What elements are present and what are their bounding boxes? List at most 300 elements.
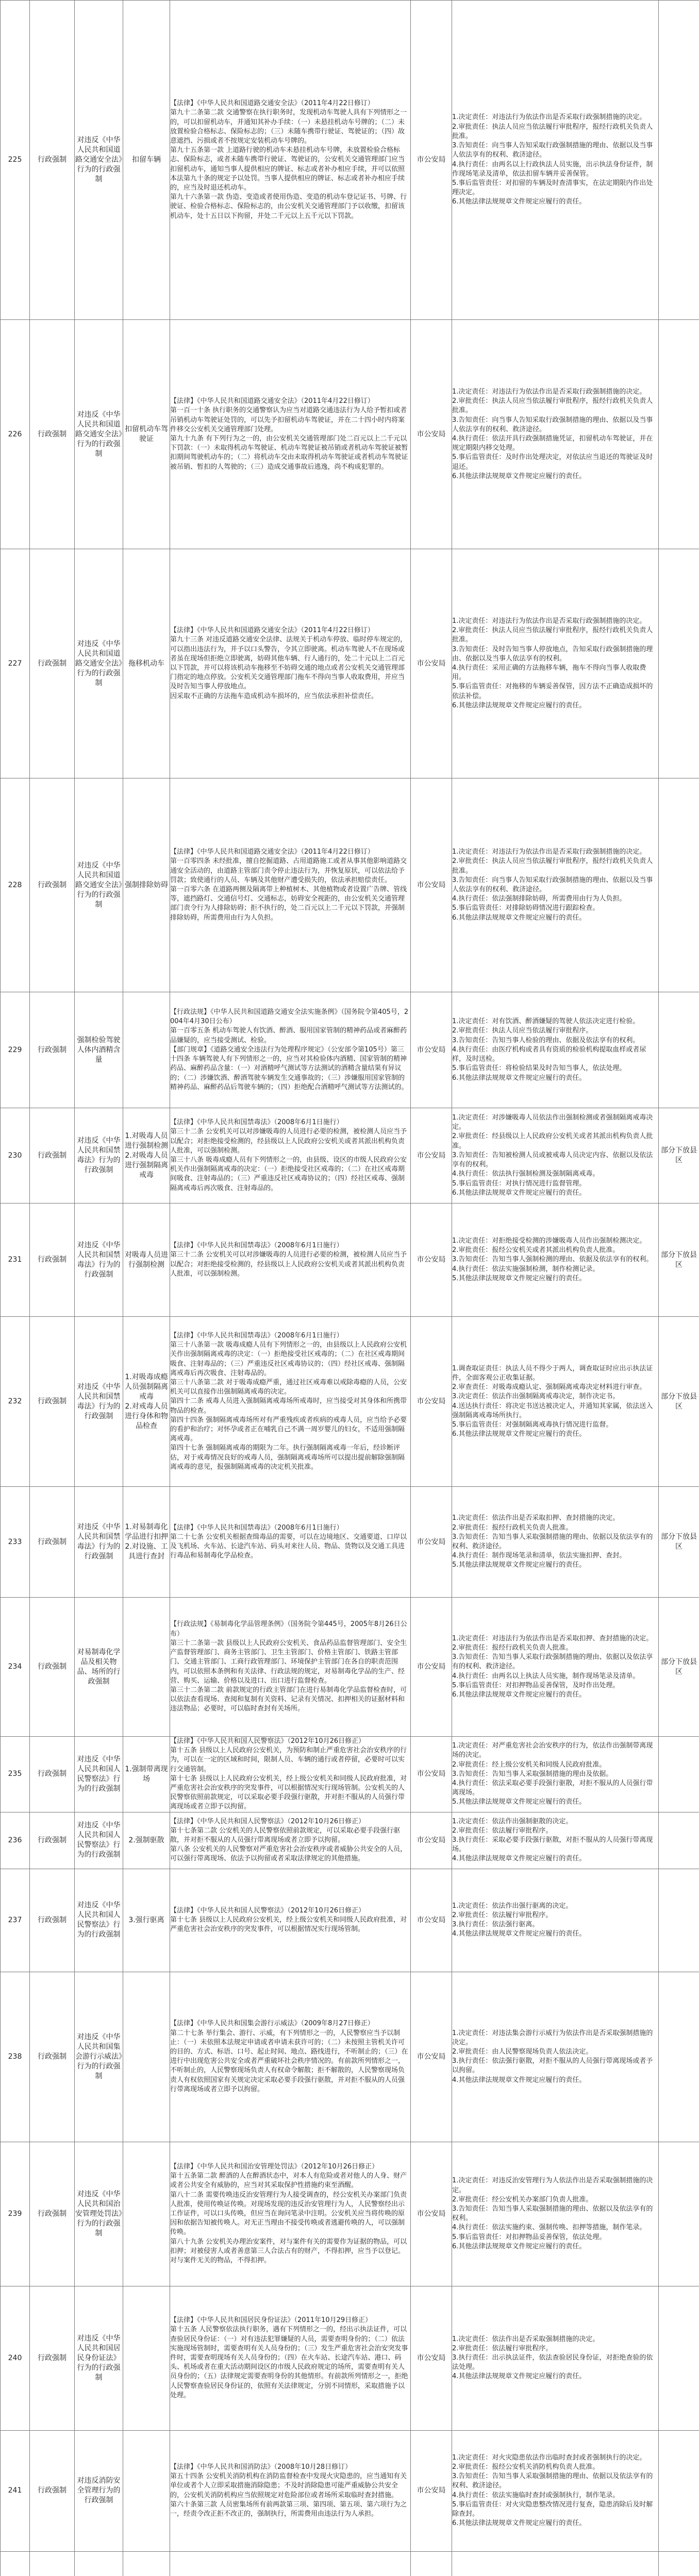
legal-basis-paragraph: 第八十二条 需要传唤违反治安管理行为人接受调查的，经公安机关办案部门负责人批准，使用传唤证传唤。对现场发现的违反治安管理行为人，人民警察经出示工作证件，可以口头传唤，但应当在询问笔录中注明。公安机关应当将传唤的原因和依据告知被传唤人。对无正当理由不接受传唤或者逃避传唤的人，可以强制传唤。 [170, 2191, 407, 2236]
responsibility-item: 1.决定责任：对违法行为依法作出是否采取行政强制措施的决定。 [452, 617, 646, 625]
responsibility-item: 5.其他法律法规规章文件规定应履行的责任。 [452, 1561, 586, 1569]
remark-cell-text: 部分下放县区 [661, 1146, 697, 1164]
responsibility-item: 5.其他法律法规规章文件规定应履行的责任。 [452, 1274, 586, 1282]
legal-basis-cell [170, 2551, 411, 2576]
responsibility-item: 5.事后监管责任：对强制隔离戒毒执行情况进行监督。 [452, 1420, 613, 1429]
row-index-cell [1, 1598, 30, 1737]
sub-item-cell [123, 1869, 170, 1972]
item-name-cell-text: 对违反《中华人民共和国禁毒法》行为的行政强制 [77, 1523, 121, 1561]
remark-cell [659, 1869, 699, 1972]
item-name-cell [75, 1737, 123, 1812]
remark-cell [659, 2286, 699, 2430]
legal-basis-paragraph: 第十七条 县级以上人民政府公安机关，经上级公安机关和同级人民政府批准，对严重危害社会治安秩序的突发事件，可以根据情况实行现场管制。公安机关的人民警察依照前款规定，可以采取必要手段强行驱散，并对拒不服从的人员强行带离现场或者立即予以拘留。 [170, 1774, 407, 1811]
category-cell-text: 行政强制 [38, 1256, 66, 1264]
responsibility-item: 4.执行责任：由两名以上行政执法人员实施，出示执法身份证件，制作现场笔录及清单，依法扣留车辆并妥善保管。 [452, 160, 653, 178]
row-index-cell [1, 1, 30, 320]
category-cell [30, 1, 75, 320]
responsibility-item: 6.其他法律法规规章文件规定应履行的责任。 [452, 1074, 586, 1082]
legal-basis-paragraph: 第十五条 人民警察依法执行职务，遇有下列情形之一的，经出示执法证件，可以查验居民身份证：（一）对有违法犯罪嫌疑的人员，需要查明身份的；（二）依法实施现场管制时，需要查明有关人员身份的；（三）发生严重危害社会治安突发事件时，需要查明现场有关人员身份的；（四）在火车站、长途汽车站、港口、码头、机场或者在重大活动期间设区的市级人民政府规定的场所，需要查明有关人员身份的；（五）法律规定需要查明身份的其他情形。有前款所列情形之一，拒绝人民警察查验居民身份证的，依照有关法律规定，分别不同情形，采取措施予以处理。 [170, 2326, 408, 2399]
remark-cell [659, 1108, 699, 1204]
responsibility-item: 1.决定责任：对涉嫌吸毒人员依法作出强制检测或者强制隔离戒毒决定。 [452, 1114, 653, 1131]
responsibility-item: 6.其他法律法规规章文件规定应履行的责任。 [452, 2519, 586, 2528]
legal-basis-cell [170, 778, 411, 992]
responsibility-item: 3.告知责任：及时告知当事人停放地点，告知采取行政强制措施的理由、依据以及当事人依法享有的权利。 [452, 645, 653, 663]
row-index-cell [1, 1972, 30, 2142]
item-name-cell-text: 对违反《中华人民共和国禁毒法》行为的行政强制 [77, 1241, 121, 1279]
responsibility-item: 3.执行责任：依法强行驱散，对拒不服从的人员强行带离现场或者予以拘留。 [452, 2057, 653, 2075]
remark-cell [659, 2430, 699, 2551]
category-cell-text: 行政强制 [38, 1663, 66, 1671]
responsible-subject-cell [411, 2551, 452, 2576]
legal-basis-paragraph: 【行政法规】《中华人民共和国道路交通安全法实施条例》（国务院令第405号，2004年4月30日公布） [170, 1008, 409, 1026]
legal-basis-paragraph: 【法律】《中华人民共和国人民警察法》（2012年10月26日修正） [170, 1817, 365, 1825]
responsibility-item: 3.决定责任：依法作出强制隔离戒毒决定，制作决定书。 [452, 1393, 620, 1401]
responsibility-item: 2.审批责任：依法履行审批程序。 [452, 1826, 553, 1835]
item-name-cell [75, 1, 123, 320]
remark-cell [659, 2142, 699, 2286]
sub-item-cell [123, 1204, 170, 1317]
remark-cell [659, 320, 699, 549]
responsible-subject-cell [411, 1487, 452, 1598]
responsibility-item: 2.审批责任：执法人员应当依法履行审批程序，报经行政机关负责人批准。 [452, 123, 653, 140]
sub-item-cell [123, 1598, 170, 1737]
row-index-cell-text: 232 [8, 1397, 22, 1405]
responsibility-cell [452, 1108, 659, 1204]
legal-basis-cell [170, 320, 411, 549]
sub-item-cell [123, 2286, 170, 2430]
responsibility-item: 1.决定责任：对严重危害社会治安秩序的行为，依法作出强制带离现场的决定。 [452, 1742, 653, 1759]
item-name-cell-text: 强制检验驾驶人体内酒精含量 [77, 1036, 121, 1064]
item-name-cell [75, 1812, 123, 1869]
table-row [1, 778, 699, 992]
category-cell-text: 行政强制 [38, 2486, 66, 2495]
remark-cell [659, 1598, 699, 1737]
responsibility-item: 3.告知责任：告知被检测人员或被戒毒人员决定内容、依据以及依法享有的权利。 [452, 1151, 653, 1169]
responsible-subject-cell-text: 市公安局 [417, 659, 446, 668]
table-row [1, 1869, 699, 1972]
item-name-cell-text: 对易制毒化学品及相关物品、场所的行政强制 [77, 1648, 121, 1686]
responsible-subject-cell [411, 549, 452, 778]
row-index-cell [1, 1812, 30, 1869]
sub-item-cell [123, 2142, 170, 2286]
sub-item-cell [123, 1737, 170, 1812]
item-name-cell [75, 1108, 123, 1204]
responsibility-item: 2.审批责任：依法履行审批程序。 [452, 1911, 553, 1919]
legal-basis-paragraph: 第十七条第二款 公安机关的人民警察依照前款规定，可以采取必要手段强行驱散，并对拒不服从的人员强行带离现场或者立即予以拘留。 [170, 1826, 401, 1844]
responsibility-item: 3.告知责任：向当事人告知采取行政强制措施的理由、依据以及当事人依法享有的权利、救济途径。 [452, 416, 653, 433]
responsibility-item: 2.审批责任：经县级以上人民政府公安机关或者其派出机构负责人批准。 [452, 1132, 653, 1150]
legal-basis-paragraph: 第八条 公安机关的人民警察对严重危害社会治安秩序或者威胁公共安全的人员，可以强行带离现场、依法予以拘留或者采取法律规定的其他措施。 [170, 1845, 407, 1863]
sub-item-cell-text: 3.强行驱离 [128, 1916, 164, 1924]
row-index-cell-text: 234 [8, 1663, 22, 1671]
responsibility-item: 6.其他法律法规规章文件规定应履行的责任。 [452, 472, 586, 480]
responsibility-item: 2.审批责任：报经行政机关负责人批准。 [452, 1523, 573, 1532]
table-row [1, 992, 699, 1108]
responsibility-item: 6.其他法律法规规章文件规定应履行的责任。 [452, 198, 586, 206]
responsibility-item: 1.调查取证责任：执法人员不得少于两人，调查取证时应出示执法证件，全面客观公正收集证据。 [452, 1364, 653, 1382]
responsible-subject-cell [411, 1869, 452, 1972]
legal-basis-cell [170, 1108, 411, 1204]
item-name-cell-text: 对违反《中华人民共和国禁毒法》行为的行政强制 [77, 1382, 121, 1420]
responsibility-item: 2.审批责任：报经行政机关负责人批准。 [452, 1643, 573, 1652]
category-cell [30, 778, 75, 992]
responsible-subject-cell [411, 320, 452, 549]
responsible-subject-cell-text: 市公安局 [417, 1663, 446, 1671]
table-row [1, 1108, 699, 1204]
responsibility-item: 3.执行责任：依法强行驱离。 [452, 1921, 539, 1929]
responsibility-item: 3.告知责任：向当事人告知采取行政强制措施的理由、依据以及当事人依法享有的权利、救济途径。 [452, 142, 653, 159]
category-cell-text: 行政强制 [38, 2052, 66, 2061]
table-row [1, 1972, 699, 2142]
responsible-subject-cell-text: 市公安局 [417, 2353, 446, 2362]
legal-basis-paragraph: 【法律】《中华人民共和国集会游行示威法》（2009年8月27日修正） [170, 2020, 374, 2028]
responsible-subject-cell [411, 1317, 452, 1487]
responsibility-item: 3.告知责任：告知当事人采取强制措施的理由及依据。 [452, 1770, 613, 1778]
responsibility-cell [452, 1812, 659, 1869]
remark-cell [659, 992, 699, 1108]
category-cell [30, 2286, 75, 2430]
responsibility-cell [452, 2430, 659, 2551]
legal-basis-paragraph: 【法律】《中华人民共和国禁毒法》（2008年6月1日施行） [170, 1118, 343, 1127]
sub-item-cell-text: 1.对吸毒成瘾人员强制隔离戒毒 2.对戒毒人员进行身体和物品检查 [125, 1372, 168, 1430]
legal-basis-paragraph: 【法律】《中华人民共和国人民警察法》（2012年10月26日修正） [170, 1737, 365, 1745]
row-index-cell [1, 1869, 30, 1972]
sub-item-cell [123, 778, 170, 992]
sub-item-cell-text: 2.强制驱散 [128, 1836, 164, 1844]
responsible-subject-cell-text: 市公安局 [417, 156, 446, 164]
responsible-subject-cell [411, 2286, 452, 2430]
item-name-cell [75, 1972, 123, 2142]
legal-basis-paragraph: 第六十条第三款 人员密集场所有前两款第三项、第四项、第五项、第六项行为之一，经责令改正拒不改正的，强制执行，所需费用由违法行为人承担。 [170, 2500, 407, 2518]
responsible-subject-cell-text: 市公安局 [417, 1151, 446, 1160]
sub-item-cell [123, 2430, 170, 2551]
legal-basis-cell [170, 2286, 411, 2430]
legal-basis-paragraph: 【法律】《中华人民共和国禁毒法》（2008年6月1日施行） [170, 1242, 343, 1250]
responsible-subject-cell [411, 1, 452, 320]
category-cell [30, 1598, 75, 1737]
responsibility-item: 2.审批责任：报经公安机关或者其派出机构负责人批准。 [452, 1246, 620, 1255]
responsibility-item: 2.审批责任：报经公安机关消防机构负责人批准。 [452, 2463, 600, 2471]
legal-basis-paragraph: 第九十九条 有下列行为之一的，由公安机关交通管理部门处二百元以上二千元以下罚款：（一）未取得机动车驾驶证、机动车驾驶证被吊销或者机动车驾驶证被暂扣期间驾驶机动车的；（二）将机动车交由未取得机动车驾驶证或者机动车驾驶证被吊销、暂扣的人驾驶的；（三）造成交通事故后逃逸，尚不构成犯罪的。 [170, 435, 408, 471]
responsibility-cell [452, 1, 659, 320]
item-name-cell [75, 549, 123, 778]
legal-basis-paragraph: 【法律】《中华人民共和国道路交通安全法》（2011年4月22日修订） [170, 99, 374, 108]
responsibility-item: 1.决定责任：对违法行为依法作出是否采取行政强制措施的决定。 [452, 848, 646, 856]
category-cell-text: 行政强制 [38, 880, 66, 889]
row-index-cell-text: 236 [8, 1836, 22, 1844]
row-index-cell [1, 1737, 30, 1812]
legal-basis-paragraph: 【法律】《中华人民共和国道路交通安全法》（2011年4月22日修订） [170, 848, 374, 856]
row-index-cell [1, 992, 30, 1108]
category-cell-text: 行政强制 [38, 1770, 66, 1778]
responsibility-item: 4.执行责任：由医疗机构或者具有资质的检验机构提取血样或者尿样，及时送检。 [452, 1045, 646, 1063]
responsible-subject-cell-text: 市公安局 [417, 1836, 446, 1844]
legal-basis-paragraph: 第四十七条 强制隔离戒毒的期限为二年。执行强制隔离戒毒一年后，经诊断评估，对于戒毒情况良好的戒毒人员，强制隔离戒毒场所可以提出提前解除强制隔离戒毒的意见，报强制隔离戒毒的决定机关批准。 [170, 1444, 405, 1471]
responsibility-item: 2.审批责任：执法人员应当依法履行审批程序，报经行政机关负责人批准。 [452, 626, 653, 644]
legal-basis-paragraph: 【法律】《中华人民共和国治安管理处罚法》（2012年10月26日修正） [170, 2163, 379, 2171]
responsible-subject-cell [411, 1812, 452, 1869]
category-cell [30, 992, 75, 1108]
table-row [1, 1317, 699, 1487]
sub-item-cell-text: 扣留车辆 [132, 156, 161, 164]
item-name-cell-text: 对违反《中华人民共和国道路交通安全法》行为的行政强制 [75, 639, 122, 687]
legal-basis-paragraph: 第三十二条第二款 前款规定的行政主管部门在进行易制毒化学品监督检查时，可以依法查看现场、查阅和复制有关资料、记录有关情况、扣押相关的证据材料和违法物品；必要时，可以临时查封有关场所。 [170, 1686, 407, 1713]
table-body [1, 1, 699, 2576]
responsibility-cell [452, 2286, 659, 2430]
item-name-cell [75, 1204, 123, 1317]
item-name-cell [75, 1487, 123, 1598]
category-cell-text: 行政强制 [38, 1537, 66, 1546]
table-row [1, 1, 699, 320]
item-name-cell-text: 对违反《中华人民共和国居民身份证法》行为的行政强制 [77, 2334, 121, 2382]
legal-basis-paragraph: 【法律】《中华人民共和国居民身份证法》（2011年10月29日修正） [170, 2316, 372, 2325]
row-index-cell-text: 227 [8, 659, 22, 668]
legal-basis-paragraph: 第三十八条第一款 吸毒成瘾人员有下列情形之一的，由县级以上人民政府公安机关作出强制隔离戒毒的决定：（一）拒绝接受社区戒毒的；（二）在社区戒毒期间吸食、注射毒品的；（三）严重违反社区戒毒协议的；（四）经社区戒毒、强制隔离戒毒后再次吸食、注射毒品的。 [170, 1341, 407, 1377]
row-index-cell-text: 228 [8, 880, 22, 889]
responsibility-item: 3.告知责任：告知当事人采取强制措施的理由、依据以及依法享有的权利、救济途径。 [452, 2472, 653, 2490]
legal-basis-paragraph: 第二十七条 举行集会、游行、示威，有下列情形之一的，人民警察应当予以制止：（一）未依照本法规定申请或者申请未获许可的；（二）未按照主管机关许可的目的、方式、标语、口号、起止时间、地点、路线进行，不听制止的；（三）在进行中出现危害公共安全或者严重破坏社会秩序情况的。有前款所列情形之一，不听制止的，人民警察现场负责人有权命令解散；拒不解散的，人民警察现场负责人有权依照国家有关规定决定采取必要手段强行驱散，并对拒不服从的人员强行带离现场或者立即予以拘留。 [170, 2029, 408, 2093]
responsibility-item: 2.审查责任：对吸毒成瘾认定、强制隔离戒毒决定材料进行审查。 [452, 1383, 646, 1392]
remark-cell-text: 部分下放县区 [661, 1250, 697, 1269]
legal-basis-paragraph: 第三十二条 公安机关可以对涉嫌吸毒的人员进行必要的检测，被检测人员应当予以配合；对拒绝接受检测的，经县级以上人民政府公安机关或者其派出机构负责人批准，可以强制检测。 [170, 1128, 407, 1155]
responsibility-item: 1.决定责任：对违法行为依法作出是否采取行政强制措施的决定。 [452, 113, 646, 122]
category-cell-text: 行政强制 [38, 1045, 66, 1054]
legal-basis-paragraph: 【法律】《中华人民共和国禁毒法》（2008年6月1日施行） [170, 1523, 343, 1532]
responsible-subject-cell-text: 市公安局 [417, 430, 446, 438]
legal-basis-paragraph: 第九十二条第二款 交通警察在执行职务时，发现机动车驾驶人具有下列情形之一的，可以扣留机动车，并通知其补办手续：（一）未悬挂机动车号牌的；（二）未放置检验合格标志、保险标志的；（三）未随车携带行驶证、驾驶证的；（四）故意遮挡、污损或者不按规定安装机动车号牌的。 [170, 109, 407, 145]
responsibility-item: 5.事后监管责任：对扣押物品妥善保管，依法处理。 [452, 2233, 606, 2241]
item-name-cell [75, 2551, 123, 2576]
legal-basis-paragraph: 第五十四条 公安机关消防机构在消防监督检查中发现火灾隐患的，应当通知有关单位或者个人立即采取措施消除隐患；不及时消除隐患可能严重威胁公共安全的，公安机关消防机构应当依照规定对危险部位或者场所采取临时查封措施。 [170, 2472, 407, 2499]
remark-cell-text: 部分下放县区 [661, 1533, 697, 1551]
responsibility-item: 5.事后监管责任：对拖移的车辆妥善保管，因方法不正确造成损坏的依法补偿。 [452, 683, 653, 700]
remark-cell [659, 1812, 699, 1869]
table-row [1, 1812, 699, 1869]
row-index-cell [1, 2142, 30, 2286]
category-cell-text: 行政强制 [38, 1397, 66, 1405]
table-row [1, 1737, 699, 1812]
remark-cell [659, 549, 699, 778]
legal-basis-cell [170, 1598, 411, 1737]
responsibility-item: 3.告知责任：向当事人告知采取行政强制措施的理由、依据以及当事人依法享有的权利、救济途径。 [452, 876, 653, 893]
responsibility-item: 3.执行责任：出示执法证件，依法查验居民身份证，对拒绝查验的依法处理。 [452, 2354, 653, 2371]
responsibility-item: 1.决定责任：对有饮酒、醉酒嫌疑的驾驶人依法决定进行检验。 [452, 1018, 640, 1026]
row-index-cell-text: 229 [8, 1045, 22, 1054]
remark-cell [659, 1204, 699, 1317]
responsibility-cell [452, 1317, 659, 1487]
row-index-cell-text: 238 [8, 2052, 22, 2061]
table-row [1, 320, 699, 549]
responsibility-item: 2.审批责任：经公安机关办案部门负责人批准。 [452, 2195, 593, 2204]
item-name-cell-text: 对违反《中华人民共和国集会游行示威法》行为的行政强制 [75, 2032, 122, 2080]
row-index-cell [1, 549, 30, 778]
sub-item-cell [123, 992, 170, 1108]
item-name-cell-text: 对违反《中华人民共和国治安管理处罚法》行为的行政强制 [75, 2190, 122, 2238]
sub-item-cell [123, 1972, 170, 2142]
responsibility-item: 2.审批责任：执法人员应当依法履行审批程序。 [452, 1027, 593, 1035]
sub-item-cell-text: 强制排除妨碍 [125, 880, 168, 889]
legal-basis-paragraph: 第一百零六条 在道路两侧及隔离带上种植树木、其他植物或者设置广告牌、管线等，遮挡路灯、交通信号灯、交通标志，妨碍安全视距的，由公安机关交通管理部门责令行为人排除妨碍；拒不执行的，处二百元以上二千元以下罚款，并强制排除妨碍，所需费用由行为人负担。 [170, 886, 407, 922]
responsibility-item: 1.决定责任：对违法行为依法作出是否采取行政强制措施的决定。 [452, 387, 646, 396]
responsible-subject-cell [411, 2430, 452, 2551]
category-cell-text: 行政强制 [38, 2353, 66, 2362]
legal-basis-cell [170, 1, 411, 320]
responsibility-item: 4.其他法律法规规章文件规定应履行的责任。 [452, 2372, 586, 2381]
responsibility-cell [452, 992, 659, 1108]
responsible-subject-cell-text: 市公安局 [417, 1770, 446, 1778]
responsibility-item: 4.执行责任：依法开具行政强制措施凭证，扣留机动车驾驶证，并在规定期限内移交处理。 [452, 435, 653, 452]
row-index-cell [1, 320, 30, 549]
legal-basis-cell [170, 1972, 411, 2142]
responsibility-item: 2.审批责任：由人民警察现场负责人依法决定。 [452, 2047, 593, 2056]
legal-basis-paragraph: 第十五条第二款 醉酒的人在醉酒状态中，对本人有危险或者对他人的人身、财产或者公共安全有威胁的，应当对其采取保护性措施约束至酒醒。 [170, 2172, 407, 2190]
responsible-subject-cell [411, 778, 452, 992]
responsible-subject-cell-text: 市公安局 [417, 2209, 446, 2218]
category-cell [30, 1869, 75, 1972]
responsible-subject-cell [411, 1108, 452, 1204]
responsibility-item: 5.事后监管责任：对排除妨碍情况进行跟踪检查。 [452, 904, 600, 912]
legal-basis-paragraph: 【部门规章】《道路交通安全违法行为处理程序规定》（公安部令第105号）第三十四条 车辆驾驶人有下列情形之一的，应当对其检验体内酒精、国家管制的精神药品、麻醉药品含量：（一）对酒精呼气测试等方法测试的酒精含量结果有异议的；（二）涉嫌饮酒、醉酒驾驶车辆发生交通事故的；（三）涉嫌服用国家管制的精神药品、麻醉药品后驾驶车辆的；（四）拒绝配合酒精呼气测试等方法测试的。 [170, 1045, 408, 1091]
responsibility-item: 3.告知责任：告知当事人采取强制措施的理由、依据以及依法享有的权利、救济途径。 [452, 1533, 653, 1550]
sub-item-cell [123, 1317, 170, 1487]
legal-basis-cell [170, 1869, 411, 1972]
legal-basis-cell [170, 1737, 411, 1812]
responsibility-item: 6.其他法律法规规章文件规定应履行的责任。 [452, 1189, 586, 1197]
legal-basis-paragraph: 第四十四条 强制隔离戒毒场所对有严重残疾或者疾病的戒毒人员，应当给予必要的看护和治疗；对怀孕或者正在哺乳自己不满一周岁婴儿的妇女，不适用强制隔离戒毒。 [170, 1416, 407, 1443]
item-name-cell [75, 1869, 123, 1972]
category-cell-text: 行政强制 [38, 1151, 66, 1160]
legal-basis-paragraph: 【法律】《中华人民共和国禁毒法》（2008年6月1日施行） [170, 1331, 343, 1340]
item-name-cell-text: 对违反《中华人民共和国道路交通安全法》行为的行政强制 [75, 861, 122, 909]
responsibility-item: 4.执行责任：依法强制排除妨碍，所需费用由行为人负担。 [452, 895, 626, 903]
category-cell [30, 549, 75, 778]
legal-basis-cell [170, 2430, 411, 2551]
responsible-subject-cell [411, 992, 452, 1108]
responsibility-item: 4.执行责任：采用正确的方法拖移车辆，拖车不得向当事人收取费用。 [452, 664, 646, 682]
category-cell [30, 2142, 75, 2286]
responsible-subject-cell-text: 市公安局 [417, 1256, 446, 1264]
responsible-subject-cell-text: 市公安局 [417, 1397, 446, 1405]
responsibility-item: 2.审批责任：经上级公安机关和同级人民政府批准。 [452, 1760, 606, 1769]
row-index-cell-text: 231 [8, 1256, 22, 1264]
responsibility-item: 3.告知责任：告知当事人采取强制措施的理由、依据以及依法享有的权利。 [452, 2205, 653, 2223]
category-cell-text: 行政强制 [38, 1916, 66, 1924]
responsibility-item: 1.决定责任：对拒绝接受检测的涉嫌吸毒人员作出强制检测决定。 [452, 1236, 646, 1245]
sub-item-cell [123, 549, 170, 778]
table-row [1, 2142, 699, 2286]
item-name-cell [75, 320, 123, 549]
responsibility-item: 5.事后监管责任：将检验结果及时告知当事人，依法处理。 [452, 1064, 626, 1073]
responsibility-item: 2.审批责任：依法履行审批程序。 [452, 2344, 553, 2352]
row-index-cell-text: 233 [8, 1537, 22, 1546]
responsibility-cell [452, 1972, 659, 2142]
legal-basis-paragraph: 第一百零五条 机动车驾驶人有饮酒、醉酒、服用国家管制的精神药品或者麻醉药品嫌疑的，应当接受测试、检验。 [170, 1027, 407, 1044]
sub-item-cell-text: 对吸毒人员进行强制检测 [125, 1250, 168, 1269]
legal-basis-paragraph: 【法律】《中华人民共和国消防法》（2008年10月28日修订） [170, 2463, 352, 2471]
item-name-cell [75, 1598, 123, 1737]
row-index-cell-text: 235 [8, 1770, 22, 1778]
responsibility-item: 6.其他法律法规规章文件规定应履行的责任。 [452, 701, 586, 709]
remark-cell [659, 1487, 699, 1598]
legal-basis-paragraph: 因采取不正确的方法拖车造成机动车损坏的，应当依法承担补偿责任。 [170, 692, 378, 700]
legal-basis-cell [170, 1204, 411, 1317]
responsibility-cell [452, 1487, 659, 1598]
remark-cell-text: 部分下放县区 [661, 1392, 697, 1411]
responsibility-item: 4.执行责任：依法实施强制检测，制作检测记录。 [452, 1265, 600, 1273]
responsibility-item: 1.决定责任：对违法行为依法作出是否采取扣押、查封措施的决定。 [452, 1634, 653, 1642]
responsibility-item: 1.决定责任：对违法集会游行示威行为依法作出是否采取强制措施的决定。 [452, 2029, 653, 2046]
responsibility-item: 5.事后监管责任：对火灾隐患整改情况进行复查，隐患消除后及时解除查封。 [452, 2500, 653, 2518]
legal-basis-paragraph: 第一百零四条 未经批准，擅自挖掘道路、占用道路施工或者从事其他影响道路交通安全活动的，由道路主管部门责令停止违法行为，并恢复原状，可以依法给予罚款；致使通行的人员、车辆及其他财产遭受损失的，依法承担赔偿责任。 [170, 857, 407, 884]
responsibility-item: 3.执行责任：采取必要手段强行驱散，对拒不服从的人员强行带离现场。 [452, 1836, 653, 1854]
remark-cell [659, 1737, 699, 1812]
row-index-cell [1, 1487, 30, 1598]
responsible-subject-cell [411, 1972, 452, 2142]
responsibility-item: 1.决定责任：对违反治安管理行为人依法作出是否采取强制措施的决定。 [452, 2177, 653, 2194]
responsibility-cell [452, 549, 659, 778]
responsible-subject-cell-text: 市公安局 [417, 2486, 446, 2495]
legal-basis-cell [170, 1317, 411, 1487]
category-cell [30, 1812, 75, 1869]
legal-basis-cell [170, 1487, 411, 1598]
legal-basis-paragraph: 第三十二条 公安机关可以对涉嫌吸毒的人员进行必要的检测，被检测人员应当予以配合；对拒绝接受检测的，经县级以上人民政府公安机关或者其派出机构负责人批准，可以强制检测。 [170, 1251, 407, 1278]
responsibility-item: 5.事后监管责任：及时作出处理决定，对依法应当退还的驾驶证及时退还。 [452, 453, 653, 471]
sub-item-cell [123, 320, 170, 549]
row-index-cell [1, 2551, 30, 2576]
sub-item-cell-text: 拖移机动车 [128, 659, 164, 668]
category-cell [30, 2430, 75, 2551]
legal-basis-cell [170, 2142, 411, 2286]
category-cell [30, 1487, 75, 1598]
responsibility-item: 4.其他法律法规规章文件规定应履行的责任。 [452, 1930, 586, 1938]
item-name-cell [75, 992, 123, 1108]
responsibility-cell [452, 778, 659, 992]
responsibility-cell [452, 2551, 659, 2576]
legal-basis-cell [170, 992, 411, 1108]
row-index-cell-text: 239 [8, 2209, 22, 2218]
category-cell-text: 行政强制 [38, 2209, 66, 2218]
responsibility-item: 5.其他法律法规规章文件规定应履行的责任。 [452, 1798, 586, 1806]
legal-basis-paragraph: 【法律】《中华人民共和国道路交通安全法》（2011年4月22日修订） [170, 626, 374, 635]
row-index-cell [1, 1108, 30, 1204]
responsibility-item: 1.决定责任：依法作出强行驱离的决定。 [452, 1902, 573, 1910]
table-row [1, 2551, 699, 2576]
responsibility-item: 4.执行责任：制作现场笔录和清单，依法实施扣押、查封。 [452, 1552, 626, 1560]
sub-item-cell-text: 扣留机动车驾驶证 [125, 425, 168, 443]
legal-basis-paragraph: 【行政法规】《易制毒化学品管理条例》（国务院令第445号，2005年8月26日公布） [170, 1620, 407, 1638]
responsibility-item: 5.事后监管责任：对执行情况进行监督管理。 [452, 1179, 586, 1188]
row-index-cell-text: 240 [8, 2353, 22, 2362]
responsibility-cell [452, 2142, 659, 2286]
responsibility-item: 4.执行责任：依法实施约束、强制传唤、扣押等措施，制作笔录。 [452, 2224, 646, 2232]
table-row [1, 1487, 699, 1598]
responsibility-cell [452, 1737, 659, 1812]
item-name-cell-text: 对违反消防安全管理行为的行政强制 [77, 2477, 121, 2505]
category-cell-text: 行政强制 [38, 156, 66, 164]
category-cell [30, 1737, 75, 1812]
row-index-cell-text: 225 [8, 156, 22, 164]
responsibility-item: 3.告知责任：告知当事人强制检测的理由、依据及依法享有的权利。 [452, 1256, 653, 1264]
row-index-cell [1, 2430, 30, 2551]
row-index-cell-text: 226 [8, 430, 22, 438]
sub-item-cell [123, 1108, 170, 1204]
item-name-cell [75, 2430, 123, 2551]
row-index-cell [1, 778, 30, 992]
row-index-cell-text: 230 [8, 1151, 22, 1160]
responsibility-cell [452, 1204, 659, 1317]
responsible-subject-cell [411, 1737, 452, 1812]
item-name-cell-text: 对违反《中华人民共和国人民警察法》行为的行政强制 [77, 1821, 121, 1859]
